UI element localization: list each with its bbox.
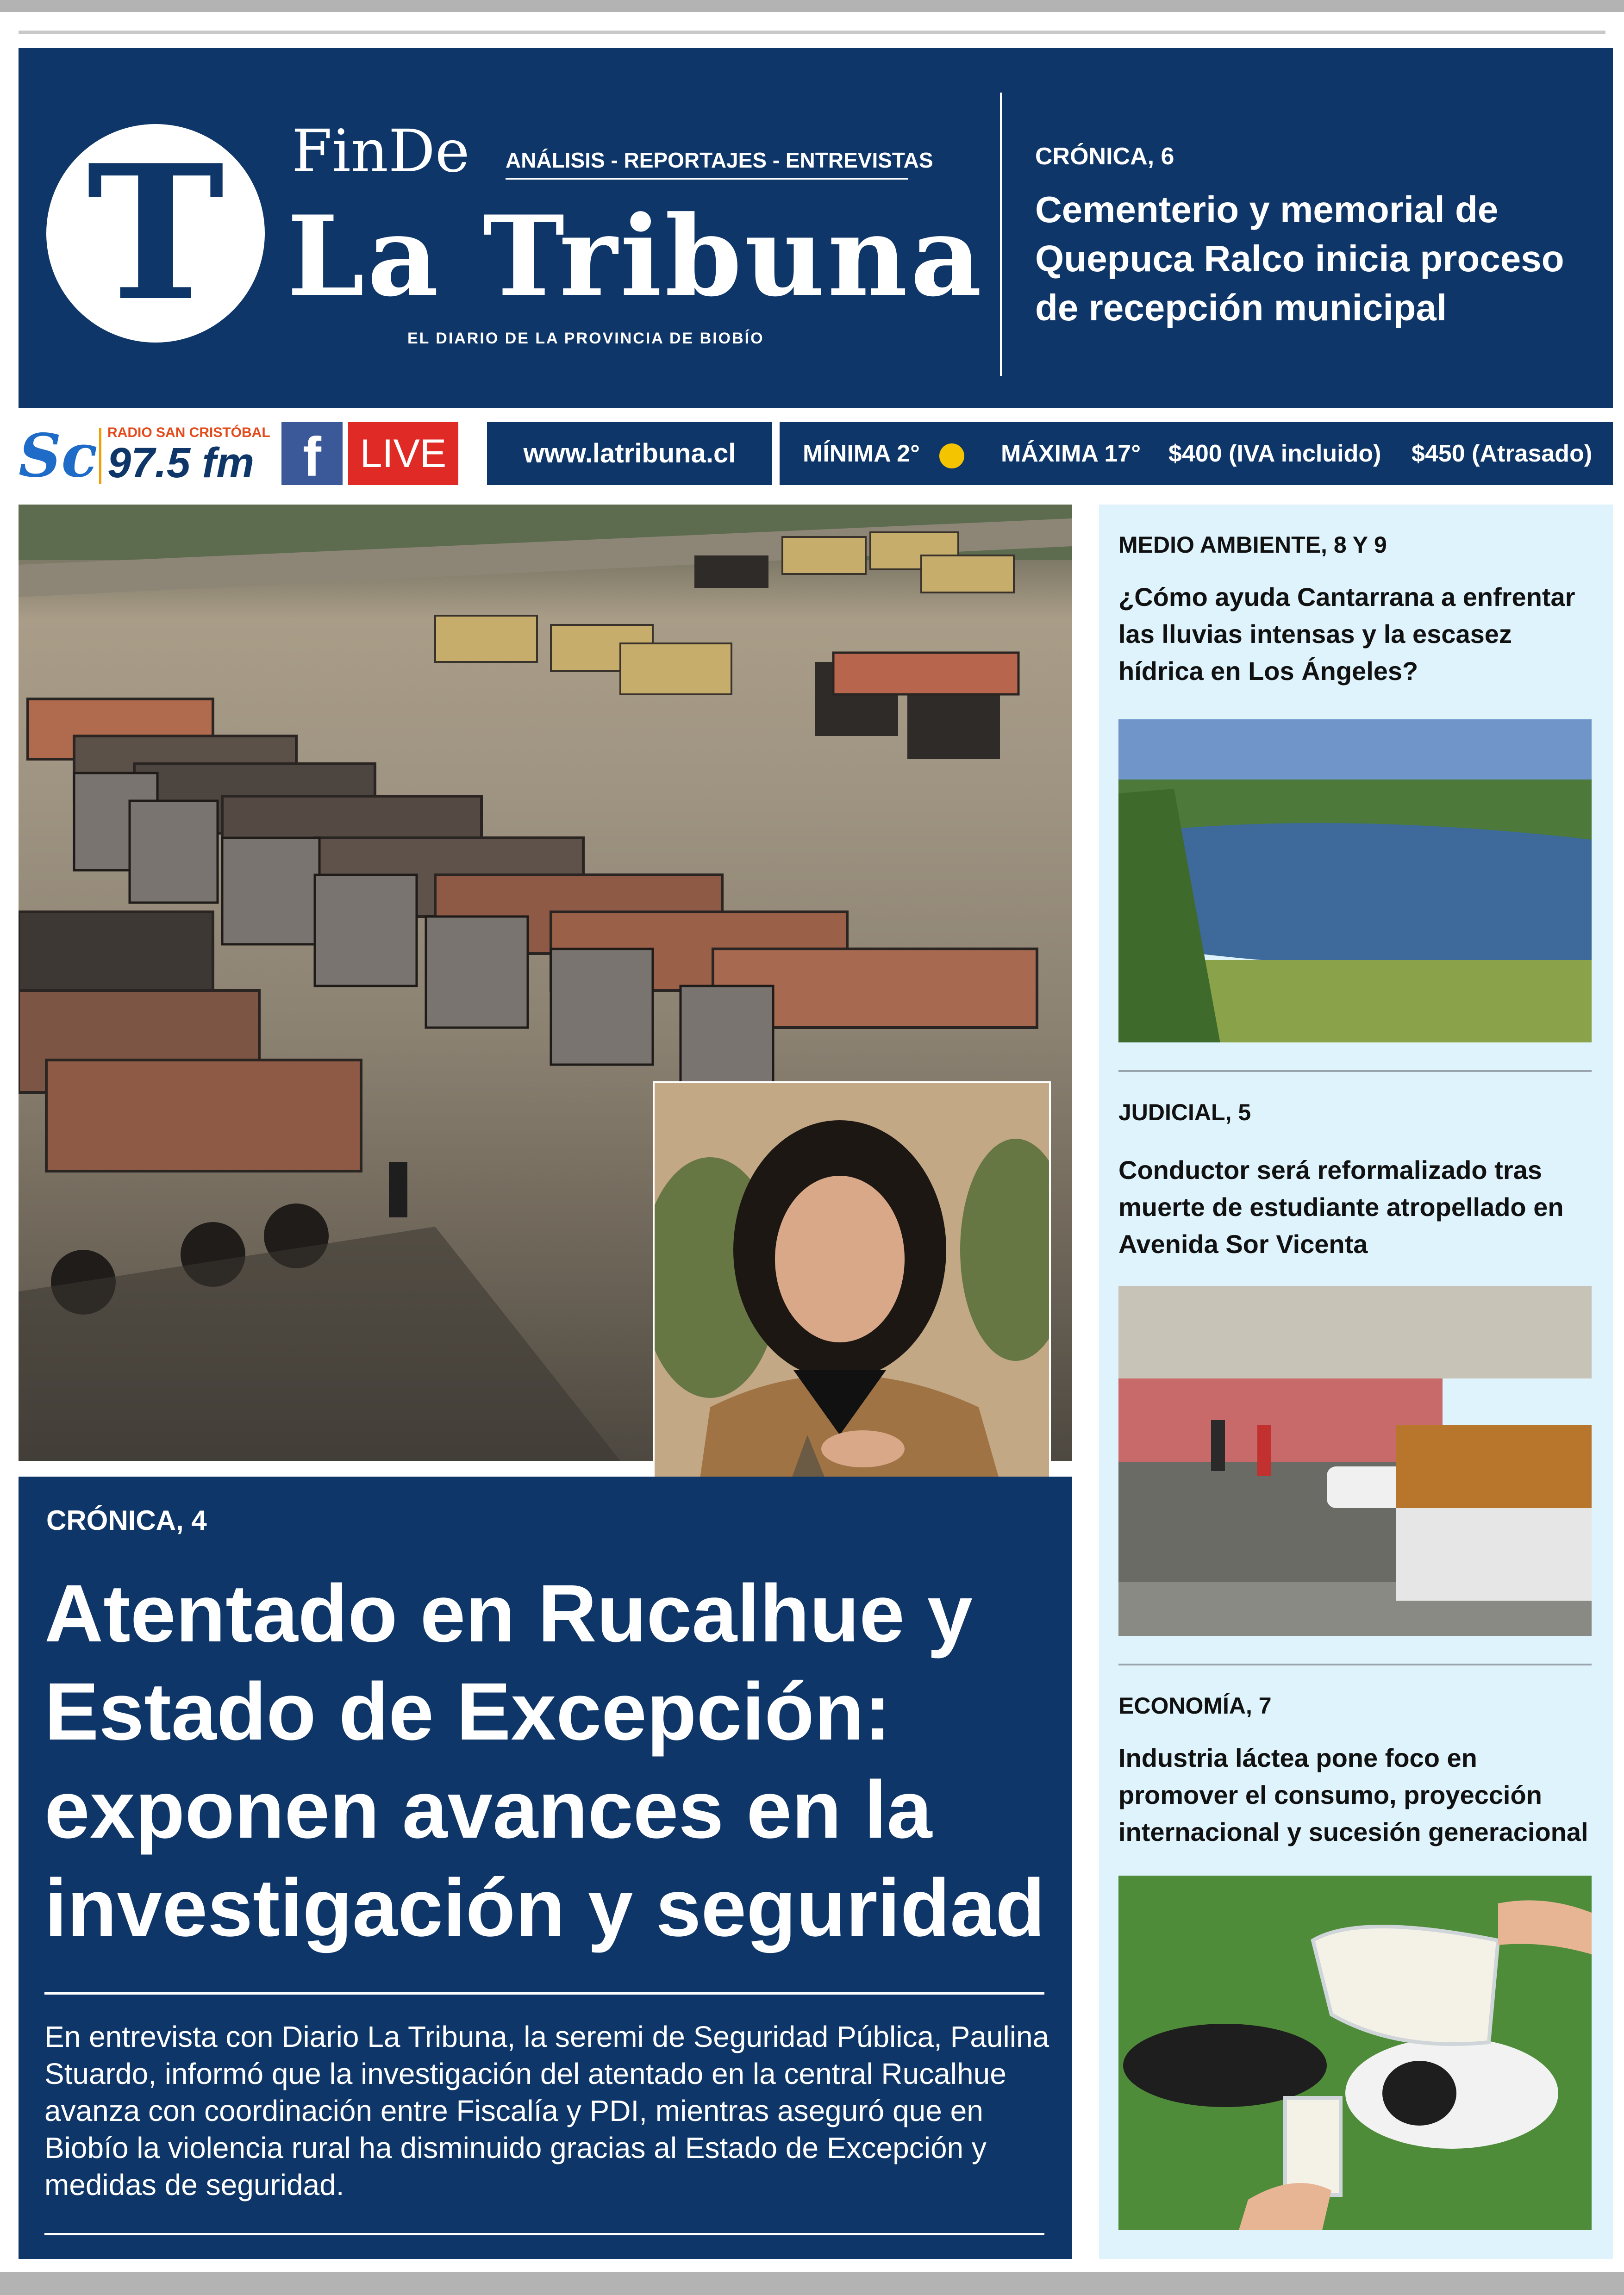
teaser-headline[interactable]: Cementerio y memorial de Quepuca Ralco inicia proceso de recepción municipal [1035, 189, 1564, 328]
weather-price-bar [780, 422, 1613, 485]
radio-frequency: 97.5 fm [107, 439, 255, 486]
masthead-divider [1000, 93, 1002, 376]
top-border [0, 0, 1624, 12]
main-story-body: En entrevista con Diario La Tribuna, la seremi de Seguridad Pública, Paulina Stuardo, informó que la investigación del atentado en la central Rucalhue avanza con coordinación entre Fiscalía y PDI, mientras aseguró que en Biobío la violencia rural ha disminuido gracias al Estado de Excepción y medidas de seguridad. [44, 2020, 1049, 2201]
sidebar-story-3-headline[interactable]: Industria láctea pone foco en promover el consumo, proyección internacional y sucesión generacional [1118, 1743, 1588, 1846]
main-story-rule-bottom [44, 2233, 1044, 2235]
facebook-icon[interactable]: f [281, 422, 343, 485]
sun-icon [939, 443, 964, 468]
sidebar-divider-1 [1118, 1070, 1592, 1072]
sidebar-story-3-section: ECONOMÍA, 7 [1118, 1693, 1272, 1719]
radio-divider [99, 428, 101, 484]
sidebar-story-1-section: MEDIO AMBIENTE, 8 Y 9 [1118, 532, 1387, 558]
sidebar-story-2-headline[interactable]: Conductor será reformalizado tras muerte de estudiante atropellado en Avenida Sor Vicenta [1118, 1155, 1564, 1259]
price-late: $450 (Atrasado) [1412, 440, 1593, 467]
main-story-rule-top [44, 1992, 1044, 1995]
main-story-section: CRÓNICA, 4 [46, 1505, 207, 1536]
radio-name: RADIO SAN CRISTÓBAL [107, 425, 270, 440]
max-temperature: MÁXIMA 17° [1001, 440, 1141, 467]
logo-t-icon: T [46, 124, 265, 343]
newspaper-title: La Tribuna [287, 192, 985, 321]
top-rule [19, 31, 1605, 34]
sidebar-divider-2 [1118, 1664, 1592, 1665]
masthead-sections: ANÁLISIS - REPORTAJES - ENTREVISTAS [506, 146, 908, 180]
price: $400 (IVA incluido) [1168, 440, 1381, 467]
sidebar-story-3-photo-milk [1118, 1876, 1592, 2230]
live-button[interactable]: LIVE [348, 422, 458, 485]
teaser-section: CRÓNICA, 6 [1035, 143, 1174, 170]
sidebar-story-1-headline[interactable]: ¿Cómo ayuda Cantarrana a enfrentar las lluvias intensas y la escasez hídrica en Los Ángeles? [1118, 582, 1575, 686]
inset-photo-seremi [653, 1081, 1051, 1539]
min-temperature: MÍNIMA 2° [803, 440, 920, 467]
main-story-headline[interactable]: Atentado en Rucalhue y Estado de Excepción: exponen avances en la investigación y seguridad [44, 1568, 1045, 1953]
website-link[interactable]: www.latribuna.cl [487, 422, 772, 485]
finde-label: FinDe [292, 117, 470, 185]
sidebar-story-2-photo-accident [1118, 1286, 1592, 1636]
masthead-tagline: EL DIARIO DE LA PROVINCIA DE BIOBÍO [407, 330, 764, 347]
portrait [655, 1083, 1049, 1537]
sidebar-story-2-section: JUDICIAL, 5 [1118, 1099, 1251, 1125]
radio-logo[interactable]: Sc [19, 421, 98, 491]
bottom-border [0, 2272, 1624, 2295]
sidebar-story-1-photo-lagoon [1118, 719, 1592, 1042]
